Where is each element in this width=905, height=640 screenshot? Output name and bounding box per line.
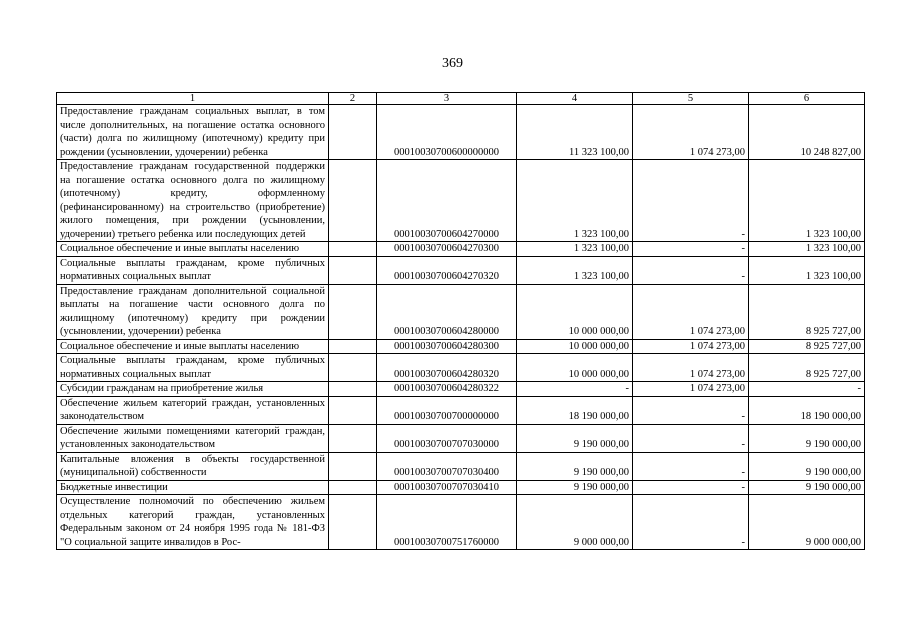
row-col4-cell: 1 323 100,00	[517, 160, 633, 242]
row-col6-cell: 9 190 000,00	[749, 452, 865, 480]
row-col5-cell: 1 074 273,00	[633, 382, 749, 397]
row-col4-cell: 9 190 000,00	[517, 480, 633, 495]
row-col4-cell: 9 190 000,00	[517, 424, 633, 452]
row-col5-cell: -	[633, 480, 749, 495]
row-code-cell: 00010030700604270300	[377, 242, 517, 257]
row-name-cell: Социальное обеспечение и иные выплаты населению	[57, 339, 329, 354]
row-col2-cell	[329, 339, 377, 354]
row-col5-cell: -	[633, 452, 749, 480]
row-col4-cell: 10 000 000,00	[517, 354, 633, 382]
row-col4-cell: 9 190 000,00	[517, 452, 633, 480]
column-header-5: 5	[633, 93, 749, 105]
row-code-cell: 00010030700707030400	[377, 452, 517, 480]
row-name-cell: Осуществление полномочий по обеспечению жильем отдельных категорий граждан, установленных Федеральным законом от 24 ноября 1995 года № 181-ФЗ "О социальной защите инвалидов в Рос-	[57, 495, 329, 550]
row-col4-cell: -	[517, 382, 633, 397]
header-row	[57, 93, 865, 105]
row-name-cell: Бюджетные инвестиции	[57, 480, 329, 495]
row-col6-cell: 1 323 100,00	[749, 160, 865, 242]
column-header-4: 4	[517, 93, 633, 105]
table-row	[57, 396, 865, 424]
row-col6-cell: -	[749, 382, 865, 397]
row-col6-cell: 1 323 100,00	[749, 256, 865, 284]
row-col4-cell: 9 000 000,00	[517, 495, 633, 550]
row-code-cell: 00010030700751760000	[377, 495, 517, 550]
row-col2-cell	[329, 160, 377, 242]
table-row	[57, 452, 865, 480]
table-row	[57, 354, 865, 382]
row-col2-cell	[329, 242, 377, 257]
row-col5-cell: -	[633, 256, 749, 284]
row-col2-cell	[329, 382, 377, 397]
row-col2-cell	[329, 256, 377, 284]
row-col2-cell	[329, 354, 377, 382]
row-code-cell: 00010030700604280000	[377, 284, 517, 339]
row-name-cell: Предоставление гражданам дополнительной социальной выплаты на погашение части основного долга по жилищному (ипотечному) кредиту при рождении (усыновлении, удочерении) ребенка	[57, 284, 329, 339]
row-code-cell: 00010030700604280322	[377, 382, 517, 397]
row-col6-cell: 9 000 000,00	[749, 495, 865, 550]
table-row	[57, 495, 865, 550]
row-col4-cell: 18 190 000,00	[517, 396, 633, 424]
row-code-cell: 00010030700700000000	[377, 396, 517, 424]
row-col6-cell: 10 248 827,00	[749, 105, 865, 160]
column-header-6: 6	[749, 93, 865, 105]
row-col4-cell: 10 000 000,00	[517, 339, 633, 354]
page-number: 369	[442, 56, 463, 71]
row-col5-cell: 1 074 273,00	[633, 354, 749, 382]
row-code-cell: 00010030700604280320	[377, 354, 517, 382]
row-col4-cell: 1 323 100,00	[517, 256, 633, 284]
row-name-cell: Обеспечение жилыми помещениями категорий граждан, установленных законодательством	[57, 424, 329, 452]
table-body	[57, 105, 865, 550]
row-col2-cell	[329, 424, 377, 452]
row-code-cell: 00010030700707030410	[377, 480, 517, 495]
row-col5-cell: 1 074 273,00	[633, 339, 749, 354]
row-col5-cell: -	[633, 424, 749, 452]
row-col5-cell: -	[633, 160, 749, 242]
row-col5-cell: -	[633, 242, 749, 257]
row-col4-cell: 1 323 100,00	[517, 242, 633, 257]
row-col4-cell: 11 323 100,00	[517, 105, 633, 160]
row-col6-cell: 9 190 000,00	[749, 424, 865, 452]
row-col5-cell: 1 074 273,00	[633, 105, 749, 160]
row-name-cell: Капитальные вложения в объекты государственной (муниципальной) собственности	[57, 452, 329, 480]
table-row	[57, 480, 865, 495]
row-name-cell: Социальные выплаты гражданам, кроме публичных нормативных социальных выплат	[57, 354, 329, 382]
column-header-2: 2	[329, 93, 377, 105]
table-row	[57, 382, 865, 397]
table-row	[57, 242, 865, 257]
row-code-cell: 00010030700707030000	[377, 424, 517, 452]
column-header-3: 3	[377, 93, 517, 105]
row-col6-cell: 8 925 727,00	[749, 339, 865, 354]
row-code-cell: 00010030700604280300	[377, 339, 517, 354]
table-row	[57, 160, 865, 242]
row-col5-cell: -	[633, 495, 749, 550]
table-row	[57, 256, 865, 284]
row-col5-cell: 1 074 273,00	[633, 284, 749, 339]
row-col2-cell	[329, 284, 377, 339]
table-row	[57, 339, 865, 354]
row-col2-cell	[329, 105, 377, 160]
row-name-cell: Социальные выплаты гражданам, кроме публичных нормативных социальных выплат	[57, 256, 329, 284]
row-code-cell: 00010030700600000000	[377, 105, 517, 160]
table-row	[57, 105, 865, 160]
row-col6-cell: 18 190 000,00	[749, 396, 865, 424]
row-col2-cell	[329, 495, 377, 550]
row-col6-cell: 1 323 100,00	[749, 242, 865, 257]
row-code-cell: 00010030700604270320	[377, 256, 517, 284]
row-col6-cell: 9 190 000,00	[749, 480, 865, 495]
row-col4-cell: 10 000 000,00	[517, 284, 633, 339]
row-code-cell: 00010030700604270000	[377, 160, 517, 242]
table-row	[57, 424, 865, 452]
row-col6-cell: 8 925 727,00	[749, 354, 865, 382]
row-col2-cell	[329, 452, 377, 480]
budget-table	[56, 92, 865, 550]
row-col6-cell: 8 925 727,00	[749, 284, 865, 339]
row-col2-cell	[329, 480, 377, 495]
table-row	[57, 284, 865, 339]
column-header-1: 1	[57, 93, 329, 105]
row-name-cell: Предоставление гражданам социальных выплат, в том числе дополнительных, на погашение остатка основного (части) долга по жилищному (ипотечному) кредиту при рождении (усыновлении, удочерении) ребенка	[57, 105, 329, 160]
row-name-cell: Социальное обеспечение и иные выплаты населению	[57, 242, 329, 257]
row-col2-cell	[329, 396, 377, 424]
row-col5-cell: -	[633, 396, 749, 424]
row-name-cell: Субсидии гражданам на приобретение жилья	[57, 382, 329, 397]
row-name-cell: Обеспечение жильем категорий граждан, установленных законодательством	[57, 396, 329, 424]
row-name-cell: Предоставление гражданам государственной поддержки на погашение остатка основного долга по жилищному (ипотечному) кредиту, оформленному (рефинансированному) на строительство (приобретение) жилого помещения, при рождении (усыновлении, удочерении) третьего ребенка или последующих детей	[57, 160, 329, 242]
